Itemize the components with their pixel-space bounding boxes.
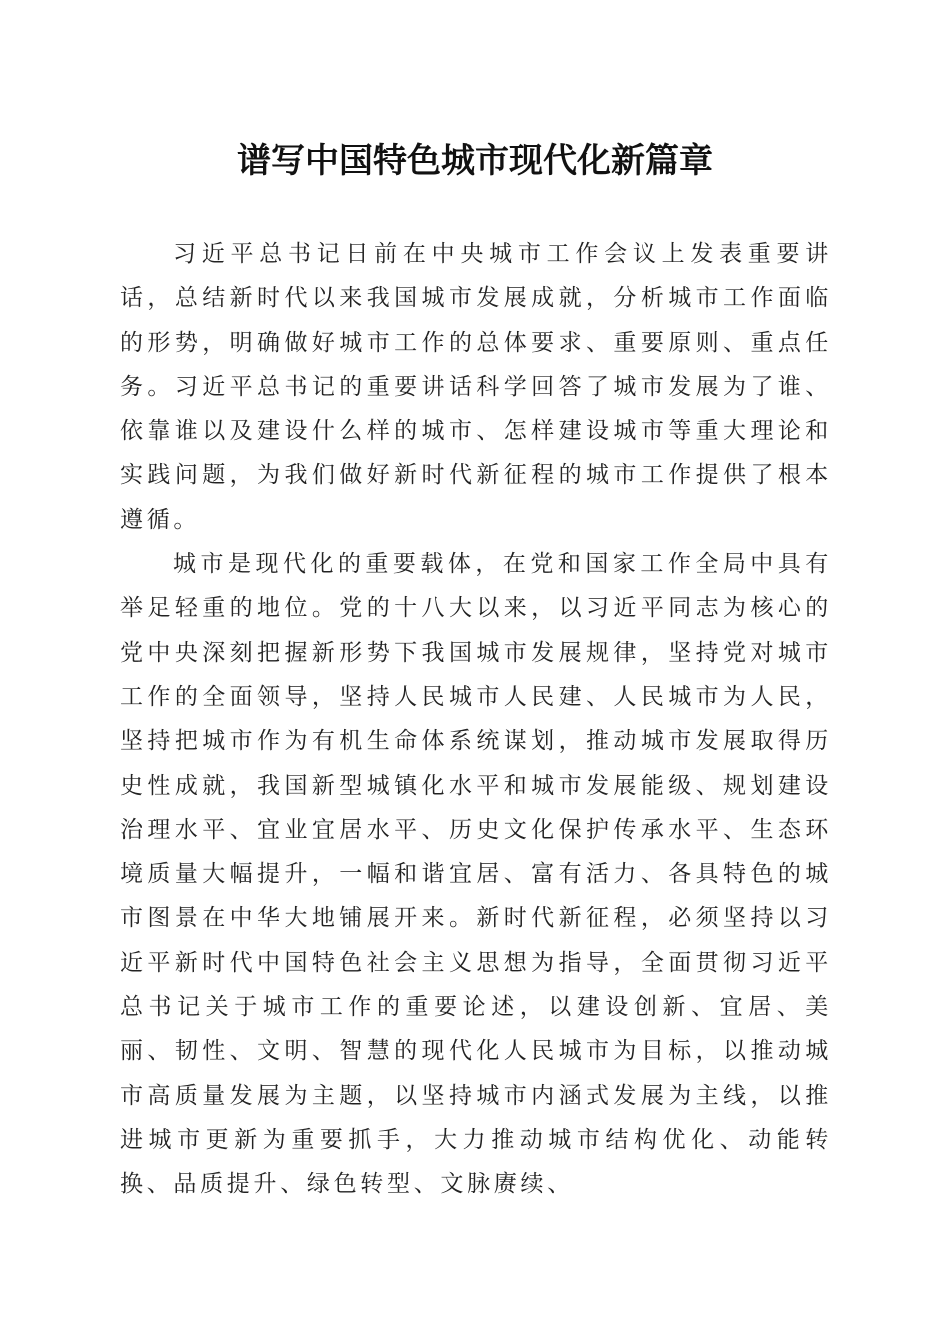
- document-body: [120, 232, 832, 1207]
- paragraph: 习近平总书记日前在中央城市工作会议上发表重要讲话，总结新时代以来我国城市发展成就，分析城市工作面临的形势，明确做好城市工作的总体要求、重要原则、重点任务。习近平总书记的重要讲话科学回答了城市发展为了谁、依靠谁以及建设什么样的城市、怎样建设城市等重大理论和实践问题，为我们做好新时代新征程的城市工作提供了根本遵循。: [120, 241, 832, 533]
- paragraph: 城市是现代化的重要载体，在党和国家工作全局中具有举足轻重的地位。党的十八大以来，以习近平同志为核心的党中央深刻把握新形势下我国城市发展规律，坚持党对城市工作的全面领导，坚持人民城市人民建、人民城市为人民，坚持把城市作为有机生命体系统谋划，推动城市发展取得历史性成就，我国新型城镇化水平和城市发展能级、规划建设治理水平、宜业宜居水平、历史文化保护传承水平、生态环境质量大幅提升，一幅和谐宜居、富有活力、各具特色的城市图景在中华大地铺展开来。新时代新征程，必须坚持以习近平新时代中国特色社会主义思想为指导，全面贯彻习近平总书记关于城市工作的重要论述，以建设创新、宜居、美丽、韧性、文明、智慧的现代化人民城市为目标，以推动城市高质量发展为主题，以坚持城市内涵式发展为主线，以推进城市更新为重要抓手，大力推动城市结构优化、动能转换、品质提升、绿色转型、文脉赓续、: [120, 551, 832, 1198]
- document-title: 谱写中国特色城市现代化新篇章: [237, 141, 713, 181]
